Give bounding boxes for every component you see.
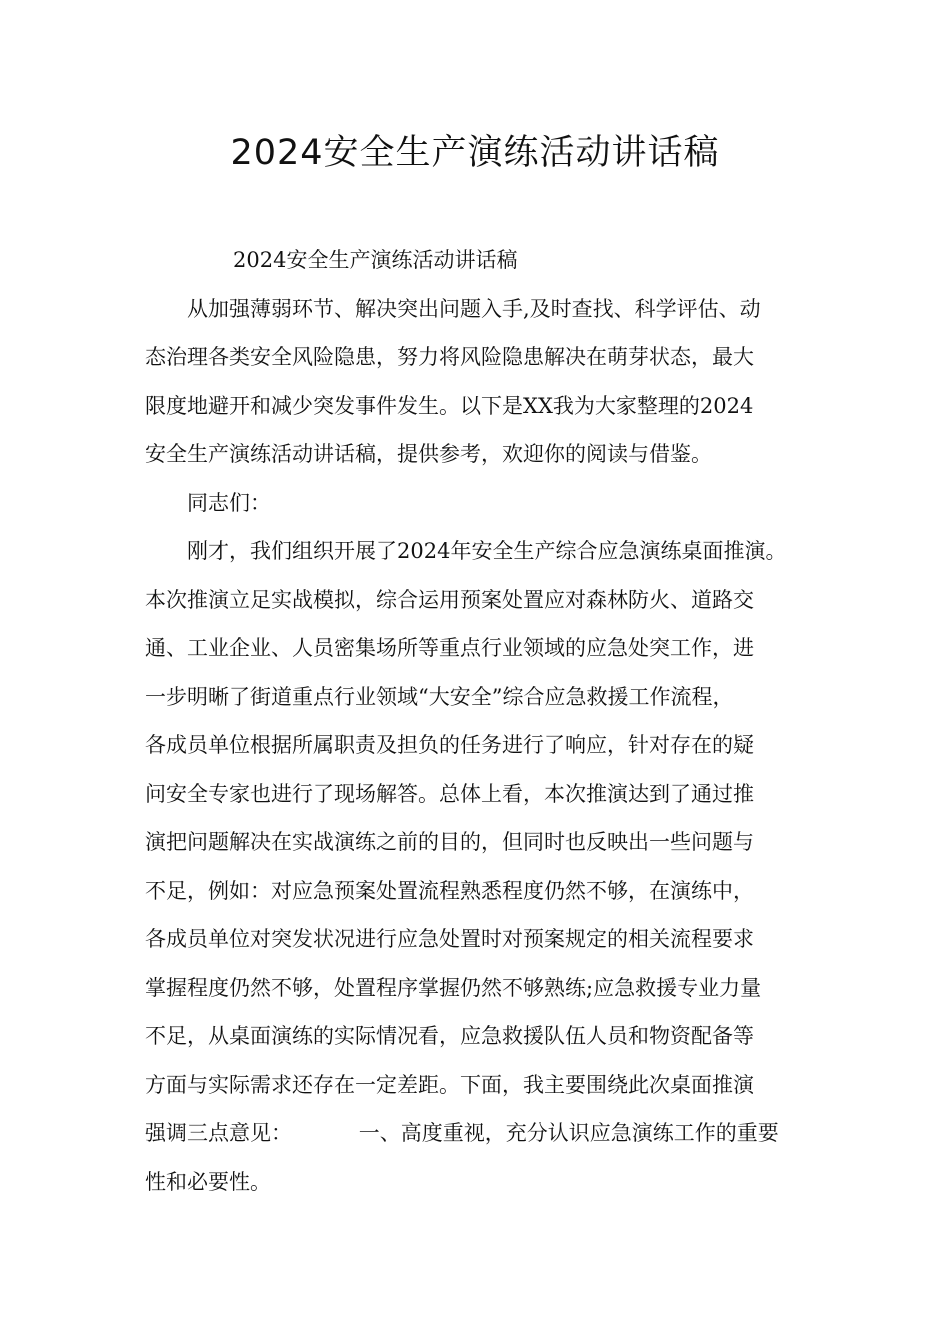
body-line: 一步明晰了街道重点行业领域“大安全”综合应急救援工作流程， — [145, 684, 734, 709]
body-line: 性和必要性。 — [145, 1169, 271, 1194]
body-line: 各成员单位对突发状况进行应急处置时对预案规定的相关流程要求 — [145, 927, 754, 951]
body-line: 掌握程度仍然不够，处置程序掌握仍然不够熟练;应急救援专业力量 — [145, 975, 762, 1000]
intro-line: 态治理各类安全风险隐患，努力将风险隐患解决在萌芽状态，最大 — [145, 345, 754, 369]
intro-paragraph — [145, 285, 810, 479]
body-line: 本次推演立足实战模拟，综合运用预案处置应对森林防火、道路交 — [145, 587, 754, 612]
document-subtitle: 2024安全生产演练活动讲话稿 — [233, 248, 518, 272]
intro-line: 从加强薄弱环节、解决突出问题入手,及时查找、科学评估、动 — [187, 296, 761, 321]
intro-line: 限度地避开和减少突发事件发生。以下是XX我为大家整理的2024 — [145, 393, 754, 418]
body-line: 方面与实际需求还存在一定差距。下面，我主要围绕此次桌面推演 — [145, 1072, 754, 1097]
body-paragraph — [145, 527, 810, 1206]
body-line: 不足，从桌面演练的实际情况看，应急救援队伍人员和物资配备等 — [145, 1024, 754, 1048]
body-line: 强调三点意见： 一、高度重视，充分认识应急演练工作的重要 — [145, 1121, 779, 1145]
body-line: 问安全专家也进行了现场解答。总体上看，本次推演达到了通过推 — [145, 781, 754, 806]
body-line: 通、工业企业、人员密集场所等重点行业领域的应急处突工作，进 — [145, 636, 754, 660]
body-line: 刚才，我们组织开展了2024年安全生产综合应急演练桌面推演。 — [187, 539, 787, 563]
body-line: 各成员单位根据所属职责及担负的任务进行了响应，针对存在的疑 — [145, 733, 754, 757]
body-line: 不足，例如：对应急预案处置流程熟悉程度仍然不够，在演练中， — [145, 878, 754, 903]
document-title: 2024安全生产演练活动讲话稿 — [230, 133, 720, 173]
body-line: 演把问题解决在实战演练之前的目的，但同时也反映出一些问题与 — [145, 830, 754, 854]
salutation: 同志们： — [187, 490, 271, 515]
intro-line: 安全生产演练活动讲话稿，提供参考，欢迎你的阅读与借鉴。 — [145, 442, 712, 466]
document-body — [145, 236, 810, 1206]
